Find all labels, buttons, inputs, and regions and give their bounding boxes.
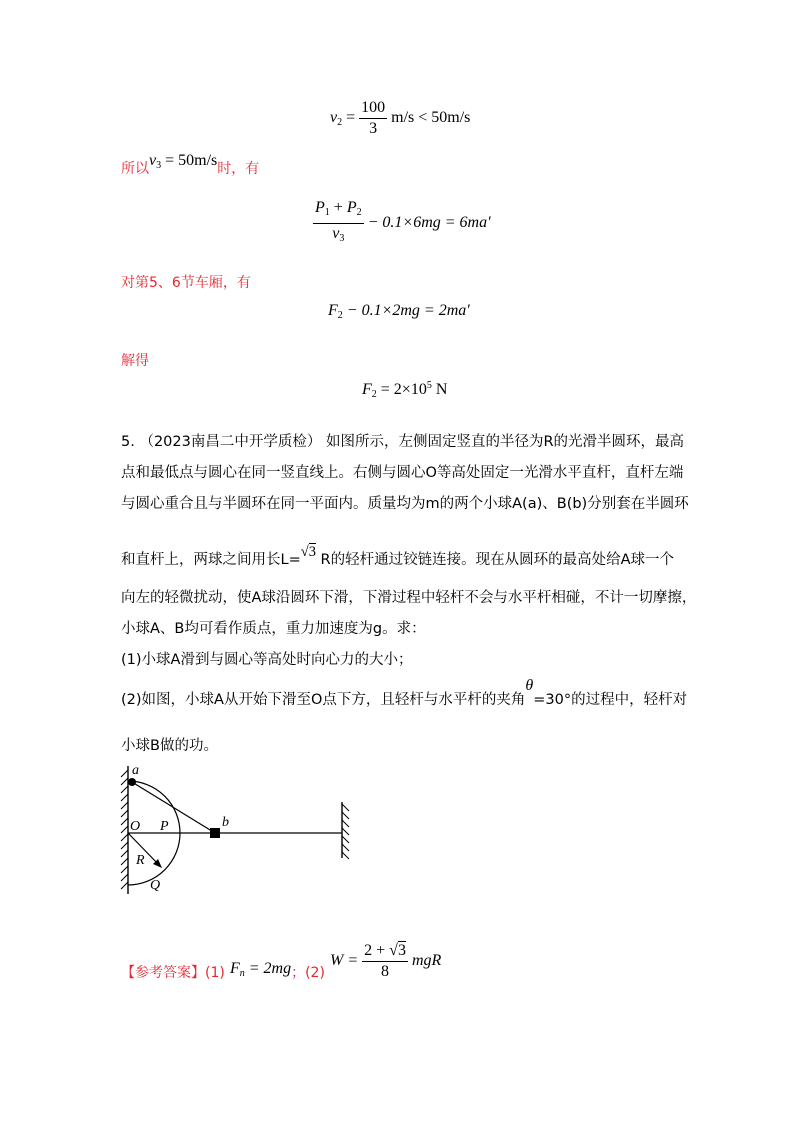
line-suoyi (121, 152, 260, 179)
line8-b: =30°的过程中，轻杆对 (533, 692, 688, 708)
eq-p-num-a: P (315, 199, 325, 216)
eq-f2val-exp: 5 (426, 380, 432, 391)
line4-b: R的轻杆通过铰链连接。现在从圆环的最高处给A球一个 (315, 552, 675, 568)
eq-f2val-mid: = 2×10 (376, 381, 427, 398)
equation-f2-value (362, 380, 447, 400)
eq-v2-var: v (330, 109, 338, 127)
eq-f2val-var: F (362, 381, 372, 398)
theta: θ (525, 677, 534, 694)
eq-v2-num: 100 (359, 98, 387, 119)
suoyi-var: v (149, 152, 157, 169)
label-o: O (130, 819, 141, 834)
block-b (210, 828, 220, 838)
answer-f: F (229, 960, 240, 978)
eq-p-fraction (313, 198, 364, 249)
line-dui: 对第5、6节车厢，有 (121, 275, 251, 291)
eq-f2val-unit: N (431, 381, 448, 398)
equation-power (313, 198, 491, 249)
ball-a (128, 778, 136, 786)
label-a: a (132, 763, 139, 778)
answer-sep: ； (291, 965, 306, 982)
problem-line-3: 与圆心重合且与半圆环在同一平面内。质量均为m的两个小球A(a)、B(b)分别套在半圆环 (121, 496, 689, 512)
problem-line-9: 小球B做的功。 (121, 738, 218, 754)
line-jiede: 解得 (121, 353, 149, 369)
answer-wnum-a: 2 + (364, 942, 390, 959)
eq-f2-var: F (328, 302, 338, 319)
equation-v2: $v_2$ = $\frac{100}{3}$ m/s < 50m/s (330, 99, 471, 137)
eq-v2-den: 3 (369, 120, 378, 137)
answer-tag: 【参考答案】 (121, 965, 205, 982)
eq-p-den-sub: 3 (339, 233, 345, 244)
right-wall-hatch (342, 804, 349, 859)
eq-p-sub-b: 2 (356, 207, 362, 218)
suoyi-eq: = 50m/s (161, 152, 218, 169)
answer-fsub: n (239, 968, 245, 980)
line8-a: (2)如图，小球A从开始下滑至O点下方，且轻杆与水平杆的夹角 (121, 692, 526, 708)
answer-w: W = (330, 952, 363, 970)
equation-f2 (328, 302, 470, 321)
suoyi-pre: 所以 (121, 161, 149, 177)
physics-figure (110, 760, 360, 900)
answer-p1: (1) (205, 965, 225, 982)
eq-f2-sub: 2 (337, 310, 343, 321)
suoyi-sub: 3 (156, 160, 162, 171)
answer-feq: = 2mg (244, 960, 292, 978)
eq-p-tail: − 0.1×6mg = 6ma′ (367, 214, 491, 232)
suoyi-post: 时，有 (217, 161, 260, 177)
eq-p-num-b: P (346, 199, 357, 216)
problem-line-1: 5. （2023南昌二中开学质检） 如图所示，左侧固定竖直的半径为R的光滑半圆环，最高 (121, 434, 685, 450)
eq-p-sub-a: 1 (324, 207, 330, 218)
answer-wden: 8 (381, 963, 390, 980)
eq-f2-tail: − 0.1×2mg = 2ma′ (342, 302, 470, 319)
problem-line-7: (1)小球A滑到与圆心等高处时向心力的大小； (121, 652, 413, 668)
answer-wnum-sqrt: 3 (397, 942, 406, 959)
problem-line-8 (121, 677, 688, 709)
eq-v2-sub: 2 (337, 117, 343, 129)
label-r: R (136, 853, 145, 868)
eq-f2val-sub: 2 (371, 389, 377, 400)
eq-v2-tail: m/s < 50m/s (391, 109, 471, 127)
eq-p-den-var: v (332, 225, 340, 242)
eq-v2-fraction (359, 98, 387, 139)
answer-fraction: $\frac{2 + √3}{8}$ (364, 942, 406, 980)
answer-wtail: mgR (411, 952, 442, 970)
problem-line-6: 小球A、B均可看作质点，重力加速度为g。求： (121, 621, 426, 637)
light-rod (132, 782, 215, 833)
label-p: P (160, 819, 169, 834)
problem-line-5: 向左的轻微扰动，使A球沿圆环下滑，下滑过程中轻杆不会与水平杆相碰，不计一切摩擦， (121, 590, 697, 606)
label-q: Q (150, 878, 161, 893)
left-wall-hatch (121, 770, 128, 889)
line4-a: 和直杆上，两球之间用长L= (121, 552, 301, 568)
answer-p2: (2) (305, 965, 325, 982)
label-b: b (222, 815, 229, 830)
problem-line-2: 点和最低点与圆心在同一竖直线上。右侧与圆心O等高处固定一光滑水平直杆，直杆左端 (121, 465, 684, 481)
eq-p-plus: + (329, 199, 347, 216)
answer-line (121, 942, 442, 994)
sqrt3: √3 (300, 544, 316, 560)
problem-line-4 (121, 544, 675, 569)
